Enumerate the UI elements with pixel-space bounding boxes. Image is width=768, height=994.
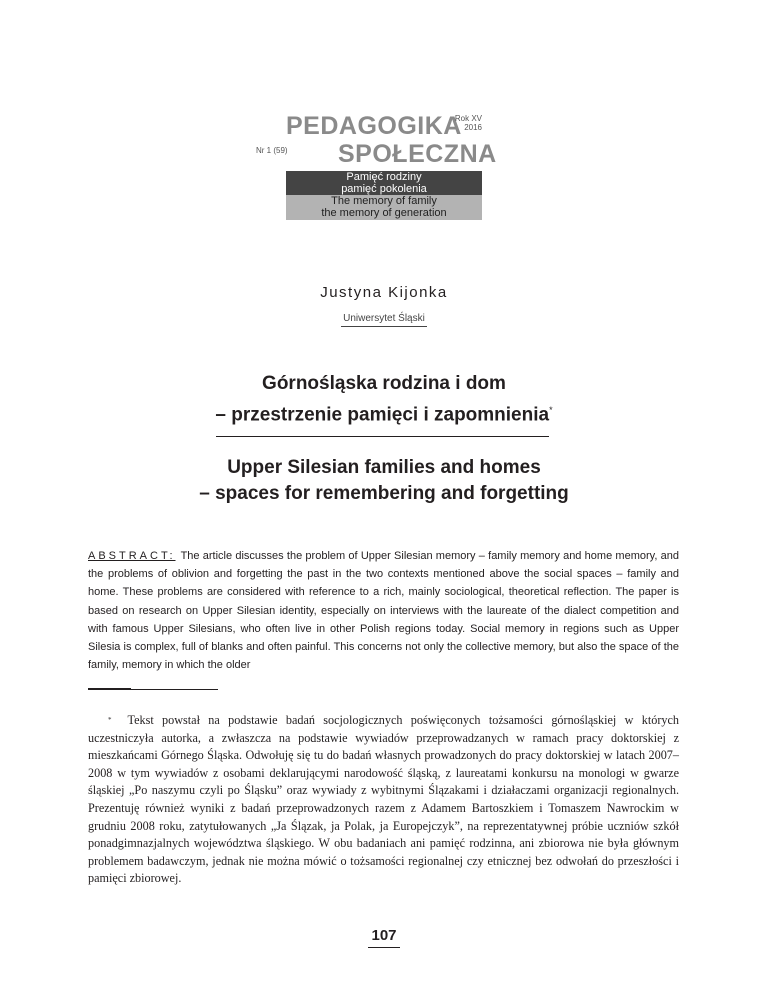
journal-name-line2: SPOŁECZNA [338, 140, 497, 168]
title-pl-line2 [0, 397, 768, 428]
footnote-separator-accent [88, 688, 131, 690]
theme-en-line1: The memory of family [331, 195, 437, 207]
title-pl-line1: Górnośląska rodzina i dom [262, 373, 506, 394]
journal-year: 2016 [464, 123, 482, 132]
abstract-label: ABSTRACT: [88, 550, 176, 562]
footnote-text: Tekst powstał na podstawie badań socjologicznych poświęconych tożsamości górnośląskiej w których uczestniczyła autorka, a zwłaszcza na podstawie wywiadów przeprowadzanych w ramach pracy doktorskiej z mieszkańcami Górnego Śląska. Odwołuję się tu do badań własnych prowadzonych do pracy doktorskiej w latach 2007–2008 w tym wywiadów z osobami deklarującymi narodowość śląską, z laureatami konkursu na monologi w gwarze śląskiej „Po naszymu czyli po Śląsku” oraz wywiady z wybitnymi Ślązakami i działaczami organizacji regionalnych. Prezentuję również wyniki z badań przeprowadzonych razem z Adamem Bartoszkiem i Tomaszem Nawrockim w grudniu 2008 roku, zatytułowanych „Ja Ślązak, ja Polak, ja Europejczyk”, na reprezentatywnej próbie uczniów szkół ponadgimnazjalnych województwa śląskiego. W obu badaniach ani pamięć rodzinna, ani zbiorowa nie była głównym problemem badawczym, jednak nie można mówić o tożsamości regionalnej czy etnicznej bez odwołań do przeszłości i pamięci zbiorowej. [88, 713, 679, 886]
page-number-text: 107 [368, 927, 399, 948]
theme-en-line2: the memory of generation [321, 207, 447, 219]
journal-year-label: Rok XV [454, 114, 482, 123]
title-en-line2: – spaces for remembering and forgetting [199, 483, 569, 504]
title-pl-line2-text: – przestrzenie pamięci i zapomnienia [215, 404, 550, 426]
title-english [0, 455, 768, 507]
theme-pl-line2: pamięć pokolenia [341, 183, 427, 195]
journal-issue: Nr 1 (59) [256, 146, 288, 155]
affiliation-text: Uniwersytet Śląski [341, 313, 427, 327]
abstract [88, 547, 679, 674]
title-divider [216, 436, 549, 437]
theme-polish-box [286, 171, 482, 195]
author-name: Justyna Kijonka [320, 284, 448, 301]
theme-english-box [286, 195, 482, 220]
journal-name-line1: PEDAGOGIKA [286, 112, 462, 140]
title-polish [0, 371, 768, 428]
page-number [0, 927, 768, 944]
abstract-text: The article discusses the problem of Upper Silesian memory – family memory and home memory, and the problems of oblivion and forgetting the past in the two contexts mentioned above the social spaces – family and home. These problems are considered with reference to a rich, mainly sociological, theoretical reflection. The paper is based on research on Upper Silesian identity, especially on interviews with the laureate of the dialect competition and with famous Upper Silesians, who often live in other Polish regions today. Social memory in regions such as Upper Silesia is complex, full of blanks and often painful. This concerns not only the collective memory, but also the space of the family, memory in which the older [88, 550, 679, 672]
title-en-line1: Upper Silesian families and homes [227, 457, 541, 478]
title-footnote-marker: * [549, 405, 553, 415]
author-affiliation [0, 313, 768, 324]
footnote [88, 712, 679, 888]
journal-year-block [452, 114, 482, 132]
footnote-marker: * [108, 716, 112, 724]
theme-pl-line1: Pamięć rodziny [346, 171, 422, 183]
footnote-separator [88, 689, 218, 690]
journal-header [256, 112, 497, 222]
